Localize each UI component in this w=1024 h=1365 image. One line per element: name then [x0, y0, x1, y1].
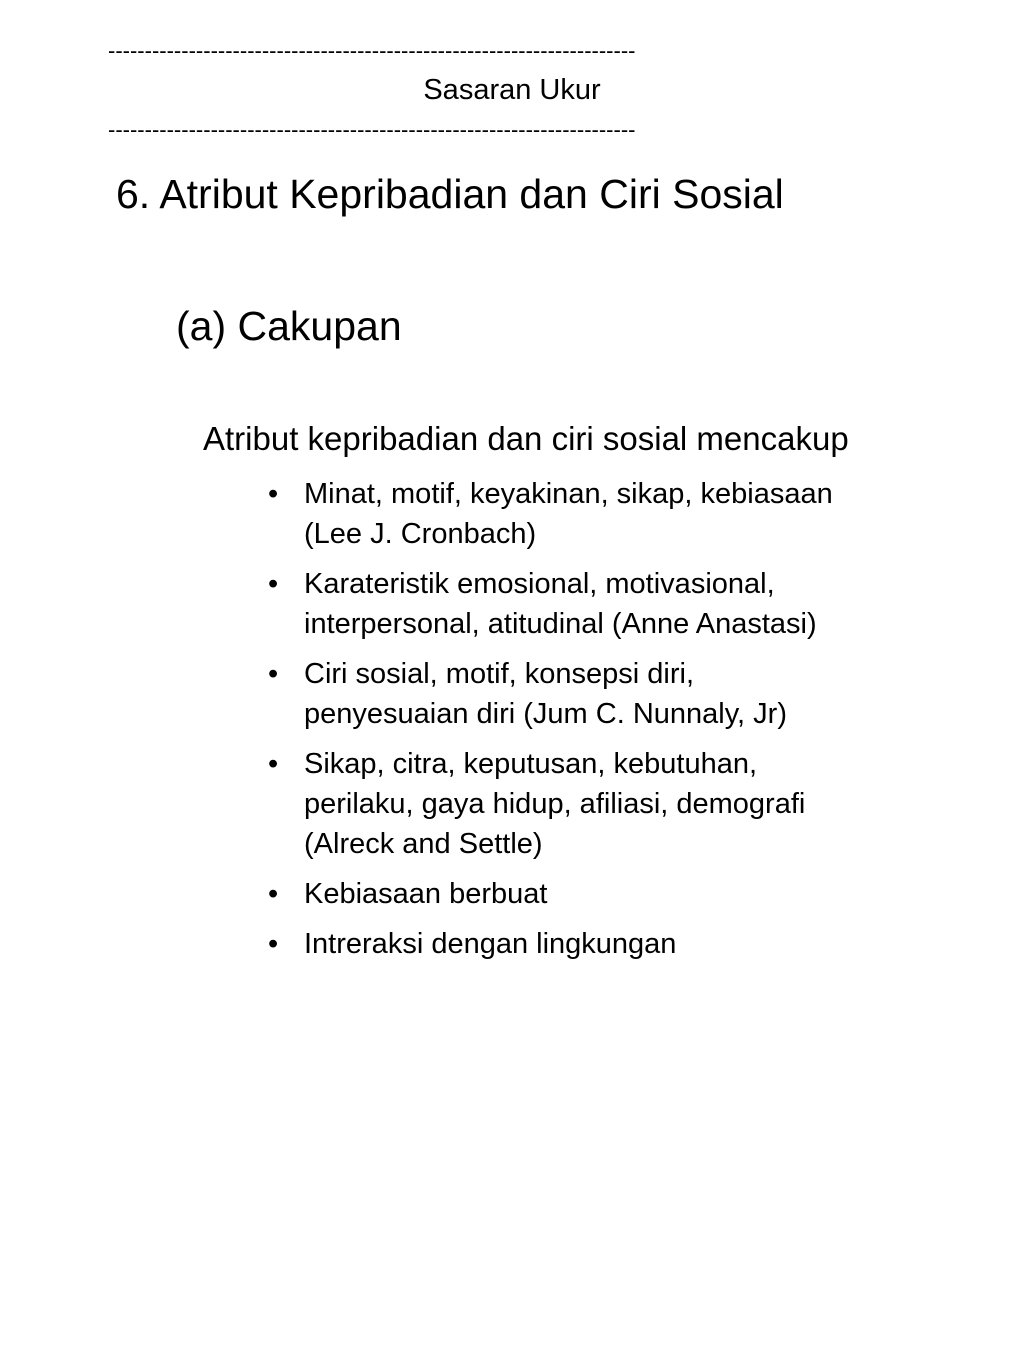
bullet-icon: •: [268, 568, 279, 600]
list-item-line: Minat, motif, keyakinan, sikap, kebiasaan: [304, 478, 833, 510]
list-item-line: Karateristik emosional, motivasional,: [304, 568, 775, 600]
list-item: [268, 744, 968, 864]
header-divider-top: ------------------------------------------------------------------------: [108, 38, 636, 63]
list-item-line: Kebiasaan berbuat: [304, 878, 548, 910]
bullet-icon: •: [268, 878, 279, 910]
list-item-line: Intreraksi dengan lingkungan: [304, 928, 677, 960]
list-item: [268, 564, 968, 644]
bullet-icon: •: [268, 478, 279, 510]
bullet-list: [268, 474, 968, 974]
list-item-line: penyesuaian diri (Jum C. Nunnaly, Jr): [304, 698, 787, 730]
intro-text: Atribut kepribadian dan ciri sosial mencakup: [203, 420, 849, 457]
bullet-icon: •: [268, 748, 279, 780]
list-item-line: (Alreck and Settle): [304, 828, 543, 860]
list-item-line: interpersonal, atitudinal (Anne Anastasi): [304, 608, 817, 640]
subsection-title: (a) Cakupan: [176, 303, 402, 349]
list-item: [268, 474, 968, 554]
section-title: 6. Atribut Kepribadian dan Ciri Sosial: [116, 171, 784, 217]
list-item: [268, 874, 968, 914]
list-item-line: Ciri sosial, motif, konsepsi diri,: [304, 658, 694, 690]
list-item-line: Sikap, citra, keputusan, kebutuhan,: [304, 748, 758, 780]
list-item: [268, 924, 968, 964]
header-divider-bottom: ------------------------------------------------------------------------: [108, 117, 636, 142]
bullet-icon: •: [268, 658, 279, 690]
list-item-line: perilaku, gaya hidup, afiliasi, demografi: [304, 788, 806, 820]
list-item-line: (Lee J. Cronbach): [304, 518, 537, 550]
header-title: Sasaran Ukur: [423, 74, 601, 106]
list-item: [268, 654, 968, 734]
bullet-icon: •: [268, 928, 279, 960]
